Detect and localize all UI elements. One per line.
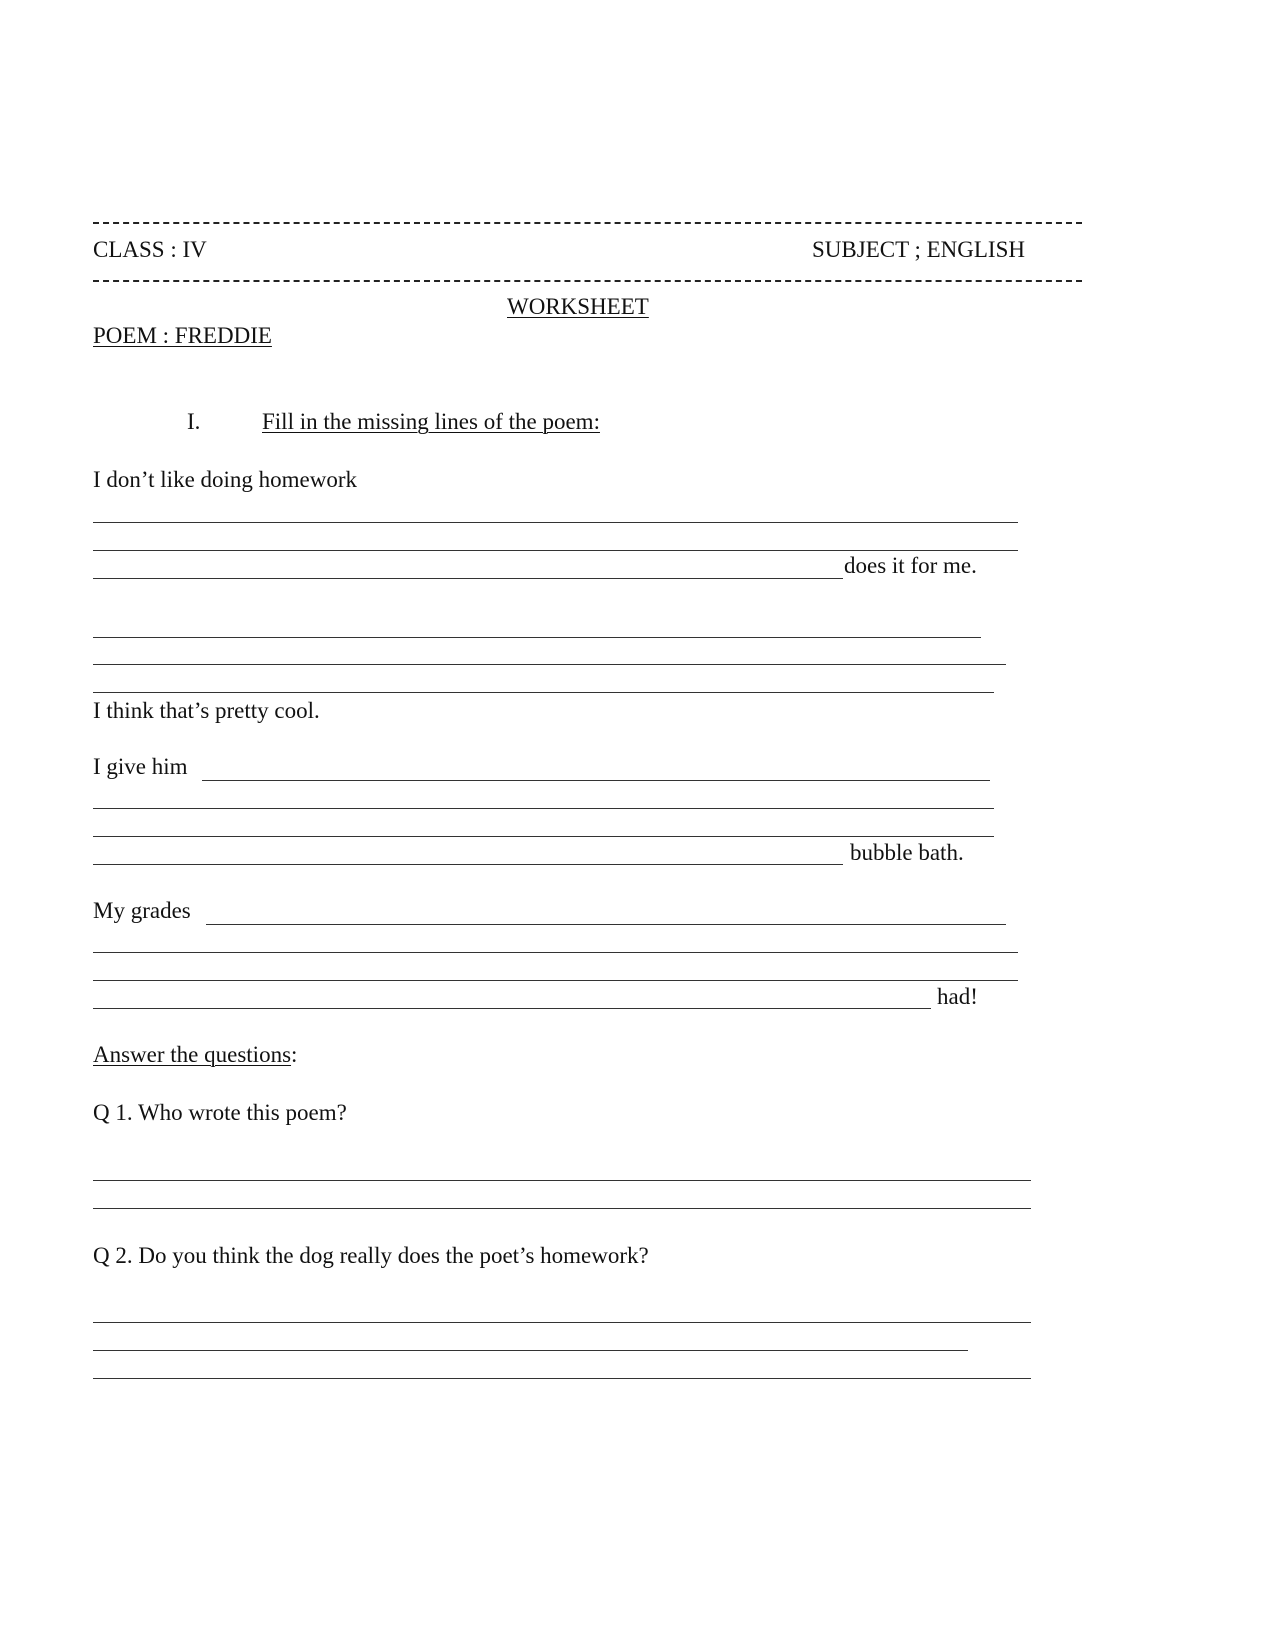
poem-line-grades: My grades — [93, 898, 191, 923]
questions-heading-text: Answer the questions — [93, 1042, 292, 1067]
poem-line-cool: I think that’s pretty cool. — [93, 698, 320, 723]
answer-line[interactable] — [93, 980, 1018, 981]
poem-line-give: I give him — [93, 754, 188, 779]
answer-line[interactable] — [93, 1008, 931, 1009]
question-1: Q 1. Who wrote this poem? — [93, 1100, 347, 1125]
question-2: Q 2. Do you think the dog really does the poet’s homework? — [93, 1243, 649, 1268]
answer-line[interactable] — [93, 864, 843, 865]
answer-line[interactable] — [93, 637, 981, 638]
top-dashed-divider — [93, 222, 1082, 224]
poem-line-end-4: had! — [937, 984, 978, 1009]
answer-line[interactable] — [93, 836, 994, 837]
answer-line[interactable] — [93, 1378, 1031, 1379]
answer-line[interactable] — [93, 808, 994, 809]
section-numeral: I. — [187, 409, 201, 434]
questions-heading — [93, 1041, 297, 1069]
poem-line-1: I don’t like doing homework — [93, 467, 358, 492]
worksheet-title: WORKSHEET — [507, 294, 649, 319]
poem-line-end-1: does it for me. — [844, 553, 977, 578]
poem-line-end-3: bubble bath. — [850, 840, 964, 865]
answer-line[interactable] — [93, 952, 1018, 953]
questions-heading-colon: : — [291, 1042, 298, 1067]
class-label: CLASS : IV — [93, 237, 207, 262]
answer-line[interactable] — [93, 1180, 1031, 1181]
answer-line[interactable] — [206, 924, 1006, 925]
answer-line[interactable] — [93, 692, 994, 693]
section-instruction: Fill in the missing lines of the poem: — [262, 409, 600, 434]
answer-line[interactable] — [93, 578, 843, 579]
answer-line[interactable] — [93, 1322, 1031, 1323]
answer-line[interactable] — [202, 780, 990, 781]
answer-line[interactable] — [93, 522, 1018, 523]
poem-title: POEM : FREDDIE — [93, 323, 272, 348]
answer-line[interactable] — [93, 664, 1006, 665]
answer-line[interactable] — [93, 550, 1018, 551]
answer-line[interactable] — [93, 1208, 1031, 1209]
answer-line[interactable] — [93, 1350, 968, 1351]
subject-label: SUBJECT ; ENGLISH — [812, 237, 1025, 262]
bottom-dashed-divider — [93, 280, 1082, 282]
